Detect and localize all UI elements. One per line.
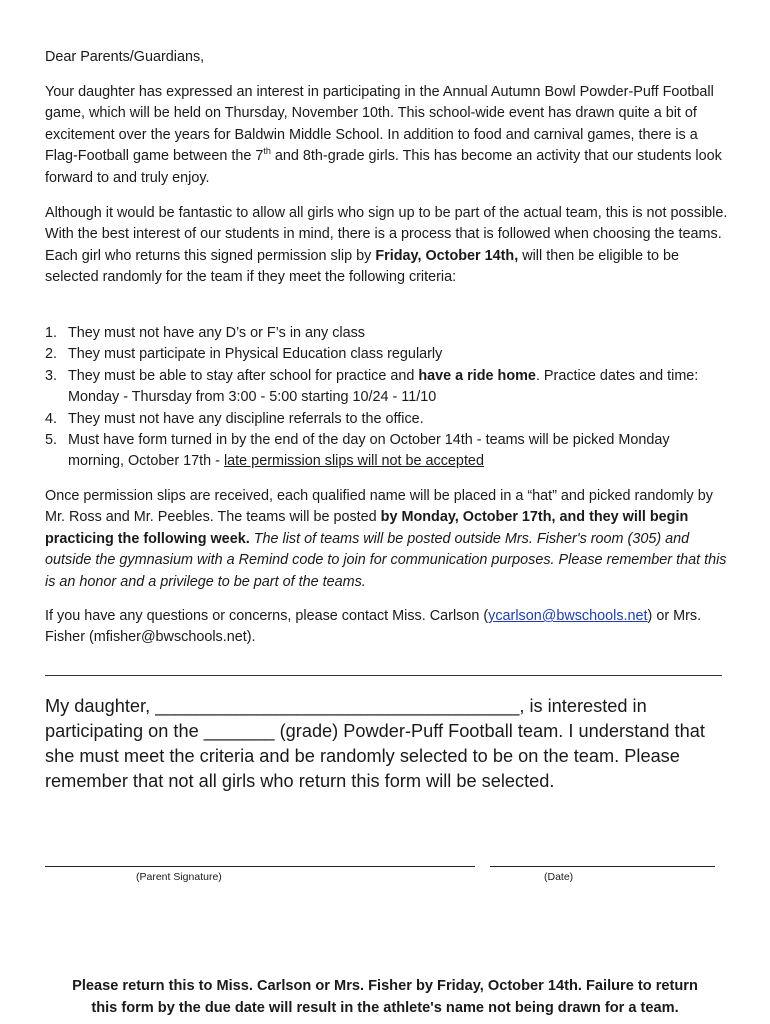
form-line-2: participating on the _______ (grade) Powder-Puff Football team. I understand that [45,721,705,741]
return-instructions-line-2: this form by the due date will result in the athlete's name not being drawn for a team. [91,999,679,1016]
tear-off-divider [45,675,722,676]
return-instructions [20,976,750,1020]
selection-paragraph [45,203,729,289]
contact-paragraph [45,606,729,649]
criteria-text: They must not have any discipline referrals to the office. [68,410,424,427]
date-line[interactable] [490,866,715,867]
intro-paragraph [45,82,729,189]
form-line-4: remember that not all girls who return this form will be selected. [45,771,555,791]
posting-details: The list of teams will be posted outside Mrs. Fisher's room (305) and outside the gymnasium with a Remind code to join for communication purposes. Please remember that this is an honor and a privilege to be part of the teams. [45,530,727,590]
intro-text-b: and 8th-grade girls. This has become an activity that our students look forward to and truly enjoy. [45,148,722,186]
parent-signature-line[interactable] [45,866,475,867]
criteria-number: 1. [45,325,58,341]
criteria-number: 5. [45,432,58,449]
criteria-text: They must not have any D’s or F’s in any class [68,325,366,341]
parent-signature-caption: (Parent Signature) [136,871,222,883]
criteria-number: 2. [45,346,58,363]
criteria-text: They must be able to stay after school for practice and [68,367,419,384]
date-caption: (Date) [544,871,574,883]
criteria-number: 3. [45,367,58,384]
form-line-3: she must meet the criteria and be randomly selected to be on the team. Please [45,746,680,766]
intro-text-a: Your daughter has expressed an interest in participating in the Annual Autumn Bowl Powder-Puff Football game, which will be held on Thursday, November 10th. This school-wide event has drawn quite a bit of excitement over the years for Baldwin Middle School. In addition to food and carnival games, there is a Flag-Football game between the 7 [45,84,714,165]
criteria-text: They must participate in Physical Education class regularly [68,346,443,363]
criteria-item [0,409,729,430]
intro-superscript: th [263,146,271,157]
criteria-emphasis: have a ride home [418,367,536,384]
criteria-item [0,366,729,409]
late-slips-notice: late permission slips will not be accepted [223,453,484,470]
contact-text-b: ) or Mrs. Fisher (mfisher@bwschools.net). [45,608,702,646]
form-line-1: My daughter, ____________________________________, is interested in [45,696,647,716]
criteria-text: . Practice dates and time: Monday - Thursday from 3:00 - 5:00 starting 10/24 - 11/10 [68,367,699,406]
return-instructions-line-1: Please return this to Miss. Carlson or Mrs. Fisher by Friday, October 14th. Failure to return [72,978,698,994]
selection-deadline: Friday, October 14th, [375,247,519,264]
process-text-a: Once permission slips are received, each qualified name will be placed in a “hat” and picked randomly by Mr. Ross and Mr. Peebles. The teams will be posted [45,488,713,526]
criteria-text: Must have form turned in by the end of the day on October 14th - teams will be picked Monday morning, October 17th - [68,432,670,470]
contact-text-a: If you have any questions or concerns, please contact Miss. Carlson ( [45,608,489,624]
criteria-list [0,323,729,473]
carlson-email-link[interactable]: ycarlson@bwschools.net [488,608,648,624]
selection-text-a: Although it would be fantastic to allow all girls who sign up to be part of the actual team, this is not possible. With the best interest of our students in mind, there is a process that is followed when choosing the teams. Each girl who returns this signed permission slip by [45,205,728,264]
salutation: Dear Parents/Guardians, [45,49,205,65]
selection-process-paragraph [45,486,729,593]
criteria-item [0,430,729,473]
criteria-number: 4. [45,410,58,427]
posting-date: by Monday, October 17th, and they will begin practicing the following week [45,509,689,547]
selection-text-b: will then be eligible to be selected randomly for the team if they meet the following criteria: [45,247,680,286]
process-punctuation: . [245,530,254,547]
criteria-item [0,323,729,344]
criteria-item [0,344,729,365]
